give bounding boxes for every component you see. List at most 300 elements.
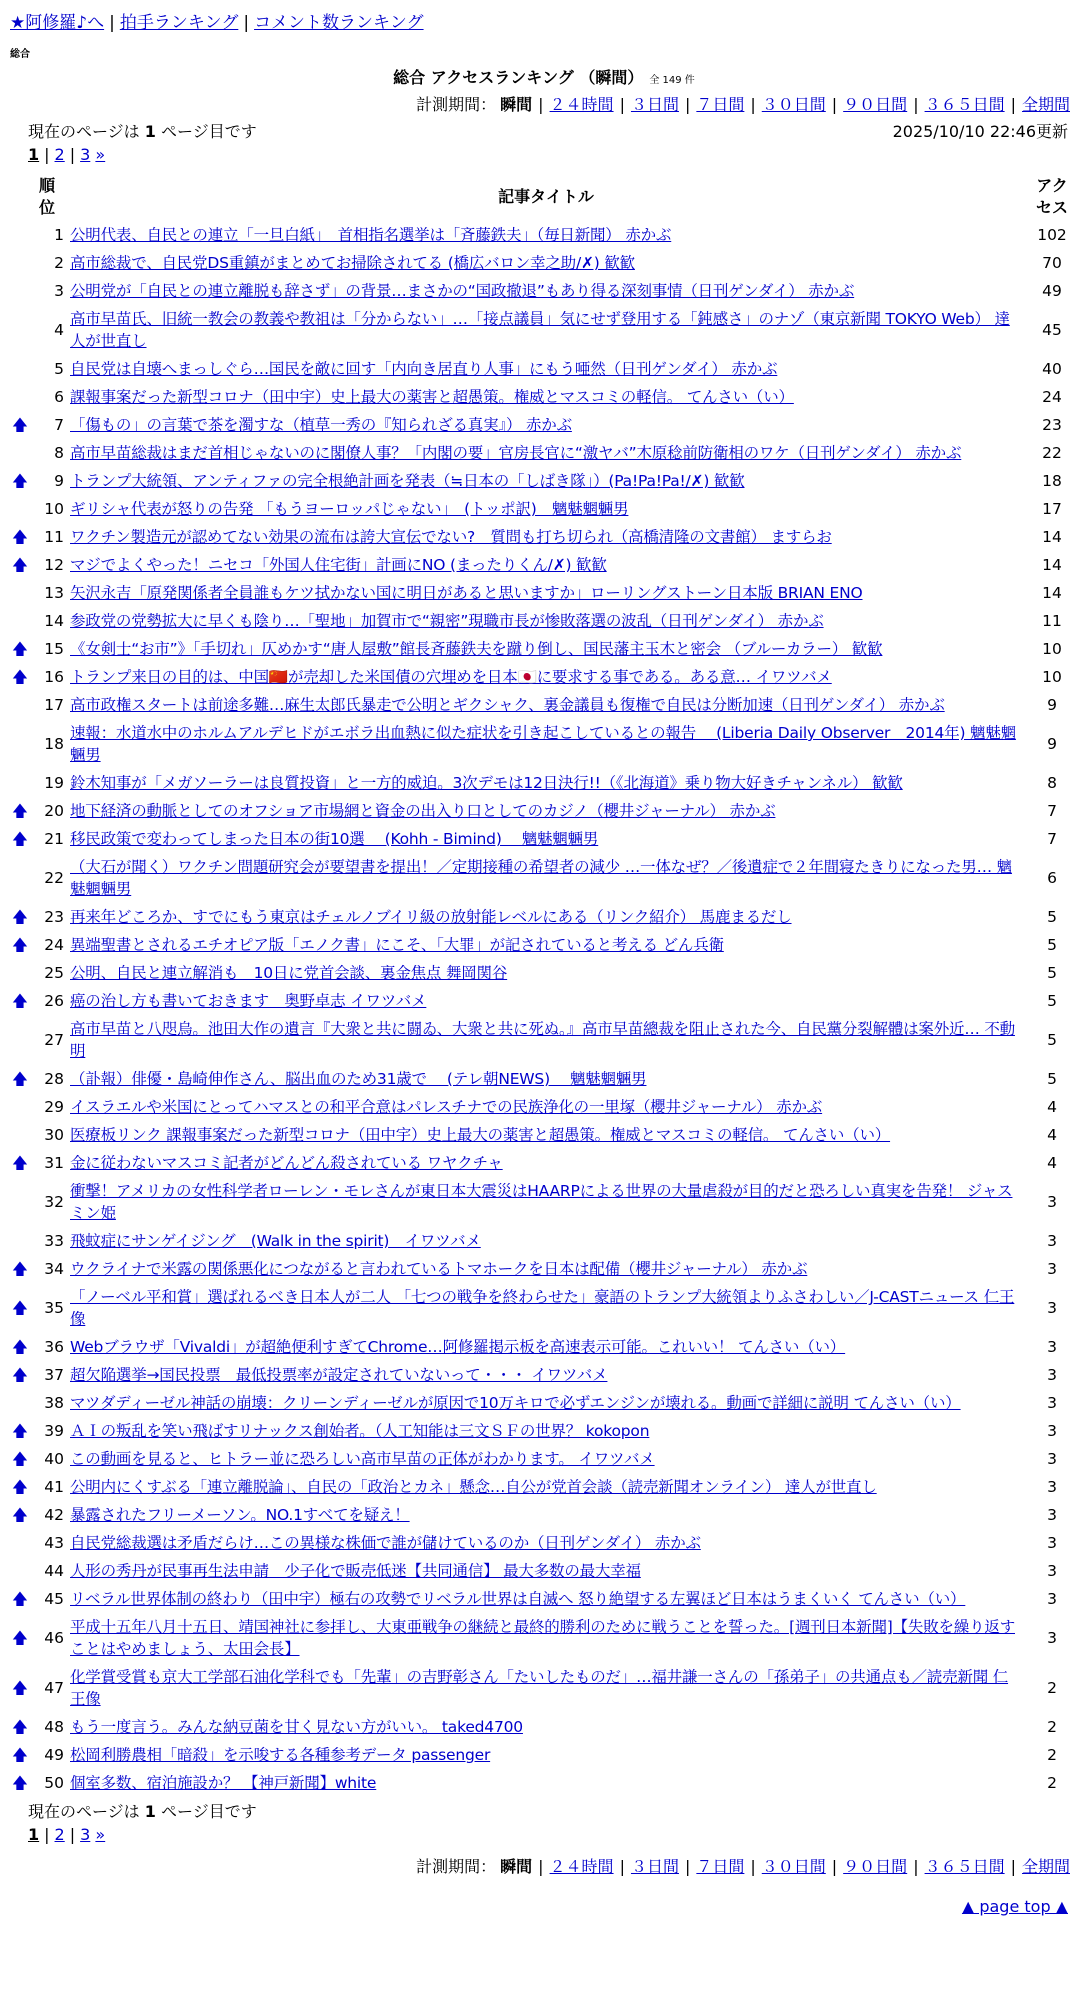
article-title-cell	[70, 959, 1022, 987]
access-count: 3	[1047, 1478, 1057, 1496]
article-title-cell	[70, 249, 1022, 277]
access-count: 5	[1047, 1070, 1057, 1088]
article-title-cell	[70, 1713, 1022, 1741]
article-link[interactable]: 化学賞受賞も京大工学部石油化学科でも「先輩」の吉野彰さん「たいしたものだ」…福井謙一さんの「孫弟子」の共通点も／読売新聞 仁王像	[70, 1668, 1009, 1708]
table-row	[12, 1361, 1082, 1389]
rank-change-cell	[12, 719, 30, 769]
table-row	[12, 1557, 1082, 1585]
rank-change-cell	[12, 1093, 30, 1121]
article-title-cell	[70, 797, 1022, 825]
rank-number: 15	[44, 640, 64, 658]
rank-number: 47	[44, 1679, 64, 1697]
article-link[interactable]: 高市政権スタートは前途多難…麻生太郎氏暴走で公明とギクシャク、裏金議員も復権で自民は分断加速（日刊ゲンダイ） 赤かぶ	[70, 696, 945, 714]
article-link[interactable]: 《女剣士“お市”》「手切れ」仄めかす“唐人屋敷”館長斉藤鉄夫を蹴り倒し、国民藩主玉木と密会 （ブルーカラー） 歓歓	[70, 640, 883, 658]
access-count: 70	[1042, 254, 1062, 272]
article-title-cell	[70, 523, 1022, 551]
rank-number: 43	[44, 1534, 64, 1552]
table-row	[12, 1529, 1082, 1557]
access-count: 7	[1047, 830, 1057, 848]
article-title-cell	[70, 467, 1022, 495]
article-link[interactable]: 課報事案だった新型コロナ（田中宇）史上最大の薬害と超愚策。権威とマスコミの軽信。 てんさい（い）	[70, 388, 794, 406]
article-title-cell	[70, 1283, 1022, 1333]
rank-change-cell	[12, 467, 30, 495]
article-link[interactable]: 速報：水道水中のホルムアルデヒドがエボラ出血熱に似た症状を引き起こしているとの報告 (Liberia Daily Observer 2014年) 魑魅魍魎男	[70, 724, 1016, 764]
up-arrow-icon: 🡅	[12, 1679, 28, 1697]
access-count: 3	[1047, 1232, 1057, 1250]
article-title-cell	[70, 551, 1022, 579]
rank-change-cell	[12, 1473, 30, 1501]
rank-number: 26	[44, 992, 64, 1010]
access-count: 3	[1047, 1366, 1057, 1384]
article-link[interactable]: 地下経済の動脈としてのオフショア市場網と資金の出入り口としてのカジノ（櫻井ジャーナル） 赤かぶ	[70, 802, 776, 820]
access-count: 3	[1047, 1562, 1057, 1580]
article-title-cell	[70, 1015, 1022, 1065]
article-link[interactable]: 公明、自民と連立解消も 10日に党首会談、裏金焦点 舞岡関谷	[70, 964, 508, 982]
period-separator: |	[538, 1857, 544, 1876]
access-count: 8	[1047, 774, 1057, 792]
period-separator: |	[684, 1857, 691, 1876]
rank-change-cell	[12, 1501, 30, 1529]
access-count: 14	[1042, 528, 1062, 546]
period-link-2[interactable]: ７日間	[696, 95, 745, 114]
period-separator: |	[1010, 1857, 1016, 1876]
rank-number: 13	[44, 584, 64, 602]
rank-change-cell	[12, 1713, 30, 1741]
rank-change-cell	[12, 1227, 30, 1255]
period-link-3[interactable]: ３０日間	[761, 95, 826, 114]
table-row	[12, 467, 1082, 495]
pagination-top	[28, 143, 1078, 167]
article-link[interactable]: 高市早苗総裁はまだ首相じゃないのに閣僚人事？「内閣の要」官房長官に“激ヤバ”木原稔前防衛相のワケ（日刊ゲンダイ） 赤かぶ	[70, 444, 962, 462]
rank-change-cell	[12, 1361, 30, 1389]
article-link[interactable]: 個室多数、宿泊施設か？ 【神戸新聞】white	[70, 1774, 377, 1792]
access-count: 9	[1047, 735, 1057, 753]
rank-number: 14	[44, 612, 64, 630]
article-title-cell	[70, 277, 1022, 305]
comment-ranking-link[interactable]: コメント数ランキング	[254, 13, 424, 33]
article-link[interactable]: 自民党は自壊へまっしぐら…国民を敵に回す「内向き居直り人事」にもう唖然（日刊ゲンダイ） 赤かぶ	[70, 360, 778, 378]
up-arrow-icon: 🡅	[12, 1422, 28, 1440]
rank-change-cell	[12, 277, 30, 305]
header-count: アクセス	[1035, 176, 1068, 217]
ranking-title: 総合 アクセスランキング （瞬間）	[393, 68, 644, 87]
period-link-6[interactable]: 全期間	[1021, 1857, 1070, 1876]
article-link[interactable]: 自民党総裁選は矛盾だらけ…この異様な株価で誰が儲けているのか（日刊ゲンダイ） 赤かぶ	[70, 1534, 701, 1552]
article-title-cell	[70, 495, 1022, 523]
up-arrow-icon: 🡅	[12, 1718, 28, 1736]
article-link[interactable]: 高市早苗氏、旧統一教会の教義や教祖は「分からない」…「接点議員」気にせず登用する「鈍感さ」のナゾ（東京新聞 TOKYO Web） 達人が世直し	[70, 310, 1010, 350]
period-link-5[interactable]: ３６５日間	[924, 1857, 1005, 1876]
article-link[interactable]: 人形の秀丹が民事再生法申請 少子化で販売低迷【共同通信】 最大多数の最大幸福	[70, 1562, 641, 1580]
article-link[interactable]: 鈴木知事が「メガソーラーは良質投資」と一方的威迫。3次デモは12日決行!!（《北海道》乗り物大好きチャンネル） 歓歓	[70, 774, 903, 792]
rank-change-cell	[12, 1389, 30, 1417]
up-arrow-icon: 🡅	[12, 1338, 28, 1356]
access-count: 5	[1047, 936, 1057, 954]
article-link[interactable]: トランプ来日の目的は、中国🇨🇳が売却した米国債の穴埋めを日本🇯🇵に要求する事である。ある意… イワツバメ	[70, 668, 832, 686]
up-arrow-icon: 🡅	[12, 1746, 28, 1764]
rank-change-cell	[12, 1149, 30, 1177]
table-row	[12, 1445, 1082, 1473]
rank-number: 44	[44, 1562, 64, 1580]
table-row	[12, 523, 1082, 551]
table-row	[12, 305, 1082, 355]
rank-number: 38	[44, 1394, 64, 1412]
article-link[interactable]: ギリシャ代表が怒りの告発 「もうヨーロッパじゃない」 (トッポ訳) 魑魅魍魎男	[70, 500, 629, 518]
article-link[interactable]: 医療板リンク 課報事案だった新型コロナ（田中宇）史上最大の薬害と超愚策。権威とマスコミの軽信。 てんさい（い）	[70, 1126, 891, 1144]
rank-number: 2	[54, 254, 64, 272]
article-link[interactable]: トランプ大統領、アンティファの完全根絶計画を発表（≒日本の「しばき隊」）(Pa!Pa!Pa!/✗) 歓歓	[70, 472, 745, 490]
rank-number: 32	[44, 1193, 64, 1211]
rank-change-cell	[12, 249, 30, 277]
rank-number: 31	[44, 1154, 64, 1172]
rank-change-cell	[12, 607, 30, 635]
pager-page-link[interactable]: 2	[54, 145, 65, 164]
table-row	[12, 769, 1082, 797]
pager-separator: |	[44, 145, 50, 164]
article-title-cell	[70, 853, 1022, 903]
period-separator: |	[831, 95, 838, 114]
header-arrow-cell	[12, 173, 30, 221]
article-link[interactable]: 癌の治し方も書いておきます 奥野卓志 イワツバメ	[70, 992, 427, 1010]
table-row	[12, 691, 1082, 719]
page-top-row	[10, 1897, 1078, 1916]
article-title-cell	[70, 769, 1022, 797]
period-separator: |	[619, 1857, 625, 1876]
rank-change-cell	[12, 1529, 30, 1557]
article-link[interactable]: 飛蚊症にサンゲイジング (Walk in the spirit) イワツバメ	[70, 1232, 481, 1250]
table-row	[12, 1473, 1082, 1501]
rank-number: 20	[44, 802, 64, 820]
table-row	[12, 931, 1082, 959]
table-row	[12, 1501, 1082, 1529]
rank-number: 12	[44, 556, 64, 574]
period-link-2[interactable]: ７日間	[696, 1857, 745, 1876]
article-title-cell	[70, 1663, 1022, 1713]
up-arrow-icon: 🡅	[12, 528, 28, 546]
article-link[interactable]: ワクチン製造元が認めてない効果の流布は誇大宣伝でない? 質問も打ち切られ（高橋清隆の文書館） ますらお	[70, 528, 832, 546]
article-title-cell	[70, 607, 1022, 635]
article-link[interactable]: 「傷もの」の言葉で茶を濁すな（植草一秀の『知られざる真実』） 赤かぶ	[70, 416, 572, 434]
access-count: 4	[1047, 1154, 1057, 1172]
access-count: 23	[1042, 416, 1062, 434]
home-link[interactable]: ★阿修羅♪へ	[10, 13, 105, 33]
article-link[interactable]: イスラエルや米国にとってハマスとの和平合意はパレスチナでの民族浄化の一里塚（櫻井ジャーナル） 赤かぶ	[70, 1098, 823, 1116]
page-top-link[interactable]: ▲ page top ▲	[961, 1897, 1068, 1916]
article-link[interactable]: 移民政策で変わってしまった日本の街10選 (Kohh - Bimind) 魑魅魍魎男	[70, 830, 599, 848]
rank-change-cell	[12, 1741, 30, 1769]
rank-change-cell	[12, 1283, 30, 1333]
article-link[interactable]: 高市総裁で、自民党DS重鎮がまとめてお掃除されてる (橋広バロン幸之助/✗) 歓歓	[70, 254, 635, 272]
access-count: 10	[1042, 640, 1062, 658]
article-link[interactable]: 衝撃！アメリカの女性科学者ローレン・モレさんが東日本大震災はHAARPによる世界の大量虐殺が目的だと恐ろしい真実を告発！ ジャスミン姫	[70, 1182, 1013, 1222]
period-selector-top	[10, 93, 1078, 117]
rank-change-cell	[12, 221, 30, 249]
period-separator: |	[750, 1857, 756, 1876]
access-count: 3	[1047, 1450, 1057, 1468]
pager-separator: |	[69, 145, 76, 164]
period-separator: |	[750, 95, 756, 114]
access-count: 11	[1042, 612, 1062, 630]
rank-change-cell	[12, 1121, 30, 1149]
access-count: 3	[1047, 1260, 1057, 1278]
article-title-cell	[70, 1741, 1022, 1769]
rank-change-cell	[12, 987, 30, 1015]
article-link[interactable]: もう一度言う。みんな納豆菌を甘く見ない方がいい。 taked4700	[70, 1718, 523, 1736]
table-row	[12, 1389, 1082, 1417]
rank-change-cell	[12, 1663, 30, 1713]
rank-number: 41	[44, 1478, 64, 1496]
rank-number: 5	[54, 360, 64, 378]
table-row	[12, 1663, 1082, 1713]
rank-number: 19	[44, 774, 64, 792]
rank-number: 33	[44, 1232, 64, 1250]
rank-number: 40	[44, 1450, 64, 1468]
article-title-cell	[70, 579, 1022, 607]
up-arrow-icon: 🡅	[12, 936, 28, 954]
table-row	[12, 1093, 1082, 1121]
rank-change-cell	[12, 797, 30, 825]
up-arrow-icon: 🡅	[12, 1366, 28, 1384]
access-count: 17	[1042, 500, 1062, 518]
category-label: 総合	[10, 49, 30, 60]
up-arrow-icon: 🡅	[12, 908, 28, 926]
table-row	[12, 663, 1082, 691]
period-link-4[interactable]: ９０日間	[843, 95, 908, 114]
rank-number: 48	[44, 1718, 64, 1736]
article-title-cell	[70, 1121, 1022, 1149]
table-header-row	[12, 173, 1082, 221]
article-link[interactable]: 超欠陥選挙→国民投票 最低投票率が設定されていないって・・・ イワツバメ	[70, 1366, 608, 1384]
pager-separator: |	[44, 1825, 50, 1844]
current-page-text-bottom: 現在のページは 1 ページ目です	[28, 1802, 257, 1821]
pager-page-link[interactable]: 2	[54, 1825, 65, 1844]
article-link[interactable]: 松岡利勝農相「暗殺」を示唆する各種参考データ passenger	[70, 1746, 491, 1764]
rank-change-cell	[12, 1417, 30, 1445]
table-row	[12, 825, 1082, 853]
article-link[interactable]: 「ノーベル平和賞」選ばれるべき日本人が二人 「七つの戦争を終わらせた」豪語のトランプ大統領よりふさわしい／J-CASTニュース 仁王像	[70, 1288, 1015, 1328]
up-arrow-icon: 🡅	[12, 830, 28, 848]
rank-number: 35	[44, 1299, 64, 1317]
article-link[interactable]: 公明代表、自民との連立「一旦白紙」 首相指名選挙は「斉藤鉄夫」（毎日新聞） 赤かぶ	[70, 226, 672, 244]
access-count: 5	[1047, 1031, 1057, 1049]
table-row	[12, 1065, 1082, 1093]
rank-change-cell	[12, 1445, 30, 1473]
article-title-cell	[70, 1177, 1022, 1227]
header-title: 記事タイトル	[498, 187, 594, 206]
article-title-cell	[70, 1333, 1022, 1361]
updated-timestamp: 2025/10/10 22:46更新	[892, 122, 1068, 141]
pager-next-link[interactable]: »	[95, 1825, 106, 1844]
table-row	[12, 579, 1082, 607]
rank-change-cell	[12, 1557, 30, 1585]
access-count: 3	[1047, 1299, 1057, 1317]
rank-number: 30	[44, 1126, 64, 1144]
rank-change-cell	[12, 1769, 30, 1797]
access-count: 9	[1047, 696, 1057, 714]
rank-number: 4	[54, 321, 64, 339]
access-count: 7	[1047, 802, 1057, 820]
article-link[interactable]: 参政党の党勢拡大に早くも陰り…「聖地」加賀市で“親密”現職市長が惨敗落選の波乱（日刊ゲンダイ） 赤かぶ	[70, 612, 824, 630]
article-link[interactable]: マジでよくやった！ニセコ「外国人住宅街」計画にNO (まったりくん/✗) 歓歓	[70, 556, 607, 574]
article-link[interactable]: リベラル世界体制の終わり（田中宇）極右の攻勢でリベラル世界は自滅へ 怒り絶望する左翼ほど日本はうまくいく てんさい（い）	[70, 1590, 966, 1608]
table-row	[12, 903, 1082, 931]
article-link[interactable]: この動画を見ると、ヒトラー並に恐ろしい高市早苗の正体がわかります。 イワツバメ	[70, 1450, 655, 1468]
access-count: 3	[1047, 1534, 1057, 1552]
rank-number: 50	[44, 1774, 64, 1792]
rank-number: 16	[44, 668, 64, 686]
article-title-cell	[70, 825, 1022, 853]
up-arrow-icon: 🡅	[12, 556, 28, 574]
article-title-cell	[70, 1557, 1022, 1585]
rank-number: 34	[44, 1260, 64, 1278]
rank-change-cell	[12, 1177, 30, 1227]
applause-ranking-link[interactable]: 拍手ランキング	[119, 13, 239, 33]
period-link-0[interactable]: ２４時間	[549, 1857, 614, 1876]
article-link[interactable]: Webブラウザ「Vivaldi」が超絶便利すぎてChrome…阿修羅掲示板を高速表示可能。これいい！ てんさい（い）	[70, 1338, 846, 1356]
period-separator: |	[684, 95, 691, 114]
pager-next-link[interactable]: »	[95, 145, 106, 164]
table-row	[12, 221, 1082, 249]
table-row	[12, 1177, 1082, 1227]
article-link[interactable]: ウクライナで米露の関係悪化につながると言われているトマホークを日本は配備（櫻井ジャーナル） 赤かぶ	[70, 1260, 808, 1278]
rank-number: 27	[44, 1031, 64, 1049]
article-title-cell	[70, 691, 1022, 719]
rank-number: 23	[44, 908, 64, 926]
article-title-cell	[70, 719, 1022, 769]
pager-separator: |	[69, 1825, 76, 1844]
header-rank: 順位	[38, 176, 55, 217]
rank-number: 6	[54, 388, 64, 406]
status-row-bottom	[28, 1801, 1068, 1823]
rank-change-cell	[12, 579, 30, 607]
period-link-5[interactable]: ３６５日間	[924, 95, 1005, 114]
article-title-cell	[70, 1529, 1022, 1557]
access-count: 45	[1042, 321, 1062, 339]
up-arrow-icon: 🡅	[12, 1154, 28, 1172]
rank-number: 28	[44, 1070, 64, 1088]
access-count: 3	[1047, 1506, 1057, 1524]
table-row	[12, 1333, 1082, 1361]
article-link[interactable]: 異端聖書とされるエチオピア版「エノク書」にこそ、「大罪」が記されていると考える どん兵衛	[70, 936, 724, 954]
article-link[interactable]: （訃報）俳優・島崎伸作さん、脳出血のため31歳で (テレ朝NEWS) 魑魅魍魎男	[70, 1070, 647, 1088]
article-link[interactable]: 公明内にくすぶる「連立離脱論」、自民の「政治とカネ」懸念…自公が党首会談（読売新聞オンライン） 達人が世直し	[70, 1478, 877, 1496]
up-arrow-icon: 🡅	[12, 668, 28, 686]
table-row	[12, 355, 1082, 383]
table-row	[12, 1769, 1082, 1797]
article-title-cell	[70, 1227, 1022, 1255]
access-count: 2	[1047, 1679, 1057, 1697]
pager-page-link[interactable]: 3	[80, 145, 91, 164]
ranking-heading	[10, 68, 1078, 91]
up-arrow-icon: 🡅	[12, 640, 28, 658]
article-link[interactable]: 平成十五年八月十五日、靖国神社に参拝し、大東亜戦争の継続と最終的勝利のために戦うことを誓った。[週刊日本新聞]【失敗を繰り返すことはやめましょう、太田会長】	[70, 1618, 1015, 1658]
access-count: 18	[1042, 472, 1062, 490]
period-label: 計測期間：	[416, 1857, 497, 1876]
pager-current-page: 1	[28, 1825, 40, 1844]
article-title-cell	[70, 1613, 1022, 1663]
article-link[interactable]: ＡＩの叛乱を笑い飛ばすリナックス創始者。（人工知能は三文ＳＦの世界？ kokopon	[70, 1422, 650, 1440]
article-title-cell	[70, 931, 1022, 959]
table-row	[12, 1713, 1082, 1741]
period-link-1[interactable]: ３日間	[630, 95, 679, 114]
table-row	[12, 1121, 1082, 1149]
article-title-cell	[70, 1093, 1022, 1121]
article-title-cell	[70, 1417, 1022, 1445]
table-row	[12, 1613, 1082, 1663]
period-separator: |	[913, 95, 919, 114]
access-count: 3	[1047, 1422, 1057, 1440]
article-title-cell	[70, 1445, 1022, 1473]
rank-change-cell	[12, 769, 30, 797]
period-link-1[interactable]: ３日間	[630, 1857, 679, 1876]
pager-page-link[interactable]: 3	[80, 1825, 91, 1844]
period-link-0[interactable]: ２４時間	[549, 95, 614, 114]
access-count: 3	[1047, 1394, 1057, 1412]
rank-number: 17	[44, 696, 64, 714]
article-link[interactable]: 公明党が「自民との連立離脱も辞さず」の背景…まさかの“国政撤退”もあり得る深刻事情（日刊ゲンダイ） 赤かぶ	[70, 282, 855, 300]
period-current: 瞬間	[500, 1857, 533, 1876]
rank-number: 45	[44, 1590, 64, 1608]
rank-change-cell	[12, 523, 30, 551]
rank-number: 8	[54, 444, 64, 462]
period-link-6[interactable]: 全期間	[1021, 95, 1070, 114]
article-title-cell	[70, 987, 1022, 1015]
table-row	[12, 495, 1082, 523]
article-link[interactable]: 金に従わないマスコミ記者がどんどん殺されている ワヤクチャ	[70, 1154, 503, 1172]
period-separator: |	[913, 1857, 919, 1876]
table-row	[12, 719, 1082, 769]
article-title-cell	[70, 355, 1022, 383]
table-row	[12, 1149, 1082, 1177]
article-title-cell	[70, 1389, 1022, 1417]
rank-number: 9	[54, 472, 64, 490]
article-link[interactable]: 再来年どころか、すでにもう東京はチェルノブイリ級の放射能レベルにある（リンク紹介） 馬鹿まるだし	[70, 908, 792, 926]
rank-change-cell	[12, 305, 30, 355]
current-page-text: 現在のページは 1 ページ目です	[28, 122, 257, 141]
article-link[interactable]: 暴露されたフリーメーソン。NO.1すべてを疑え！	[70, 1506, 410, 1524]
rank-change-cell	[12, 355, 30, 383]
period-separator: |	[831, 1857, 838, 1876]
rank-number: 3	[54, 282, 64, 300]
article-link[interactable]: （大石が聞く）ワクチン問題研究会が要望書を提出！／定期接種の希望者の減少 …一体なぜ？／後遺症で２年間寝たきりになった男… 魑魅魍魎男	[70, 858, 1012, 898]
rank-number: 10	[44, 500, 64, 518]
article-link[interactable]: マツダディーゼル神話の崩壊：クリーンディーゼルが原因で10万キロで必ずエンジンが壊れる。動画で詳細に説明 てんさい（い）	[70, 1394, 961, 1412]
article-link[interactable]: 矢沢永吉「原発関係者全員誰もケツ拭かない国に明日があると思いますか」ローリングストーン日本版 BRIAN ENO	[70, 584, 863, 602]
access-count: 22	[1042, 444, 1062, 462]
access-count: 2	[1047, 1774, 1057, 1792]
rank-number: 46	[44, 1629, 64, 1647]
top-navigation	[10, 10, 1078, 36]
article-link[interactable]: 高市早苗と八咫烏。池田大作の遺言『大衆と共に闘ゐ、大衆と共に死ぬ。』高市早苗總裁を阻止された今、自民黨分裂解體は案外近… 不動明	[70, 1020, 1015, 1060]
up-arrow-icon: 🡅	[12, 1260, 28, 1278]
rank-number: 21	[44, 830, 64, 848]
up-arrow-icon: 🡅	[12, 416, 28, 434]
access-count: 14	[1042, 584, 1062, 602]
period-separator: |	[619, 95, 625, 114]
rank-change-cell	[12, 1015, 30, 1065]
table-row	[12, 1741, 1082, 1769]
period-selector-bottom	[10, 1855, 1078, 1879]
up-arrow-icon: 🡅	[12, 1478, 28, 1496]
article-title-cell	[70, 1149, 1022, 1177]
period-link-4[interactable]: ９０日間	[843, 1857, 908, 1876]
rank-change-cell	[12, 1065, 30, 1093]
nav-separator: |	[109, 13, 115, 33]
article-title-cell	[70, 221, 1022, 249]
rank-number: 36	[44, 1338, 64, 1356]
period-link-3[interactable]: ３０日間	[761, 1857, 826, 1876]
access-count: 5	[1047, 992, 1057, 1010]
